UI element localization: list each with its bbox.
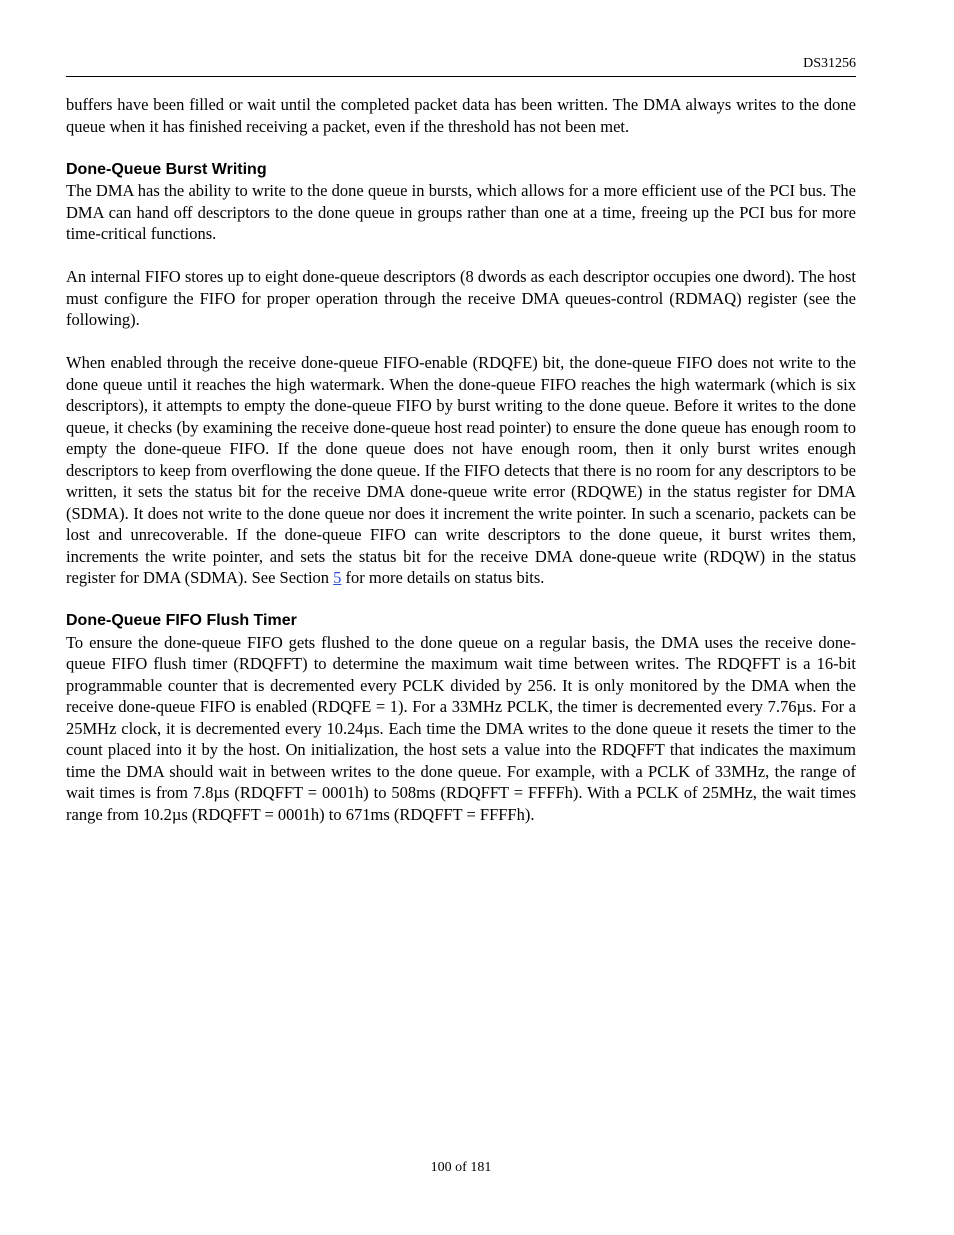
burst-paragraph-3-text: When enabled through the receive done-queue FIFO-enable (RDQFE) bit, the done-queue FIFO does not write to the done queue until it reaches the high watermark. When the done-queue FIFO reaches the high watermark (which is six descriptors), it attempts to empty the done-queue FIFO by burst writing to the done queue. Before it writes to the done queue, it checks (by examining the receive done-queue host read pointer) to ensure the done queue has enough room to empty the done-queue FIFO. If the done queue does not have enough room, then it only burst writes enough descriptors to keep from overflowing the done queue. If the FIFO detects that there is no room for any descriptors to be written, it sets the status bit for the receive DMA done-queue write error (RDQWE) in the status register for DMA (SDMA). It does not write to the done queue nor does it increment the write pointer. In such a scenario, packets can be lost and unrecoverable. If the done-queue FIFO can write descriptors to the done queue, it burst writes them, increments the write pointer, and sets the status bit for the receive DMA done-queue write (RDQW) in the status register for DMA (SDMA). See Section: [66, 353, 856, 587]
flush-paragraph-1: To ensure the done-queue FIFO gets flushed to the done queue on a regular basis, the DMA uses the receive done-queue FIFO flush timer (RDQFFT) to determine the maximum wait time between writes. The RDQFFT is a 16-bit programmable counter that is decremented every PCLK divided by 256. It is only monitored by the DMA when the receive done-queue FIFO is enabled (RDQFE = 1). For a 33MHz PCLK, the timer is decremented every 7.76µs. For a 25MHz clock, it is decremented every 10.24µs. Each time the DMA writes to the done queue it resets the timer to the count placed into it by the host. On initialization, the host sets a value into the RDQFFT that indicates the maximum time the DMA should wait in between writes to the done queue. For example, with a PCLK of 33MHz, the range of wait times is from 7.8µs (RDQFFT = 0001h) to 508ms (RDQFFT = FFFFh). With a PCLK of 25MHz, the wait times range from 10.2µs (RDQFFT = 0001h) to 671ms (RDQFFT = FFFFh).: [66, 632, 856, 824]
burst-paragraph-2: An internal FIFO stores up to eight done-queue descriptors (8 dwords as each descriptor occupies one dword). The host must configure the FIFO for proper operation through the receive DMA queues-control (RDMAQ) register (see the following).: [66, 267, 856, 329]
burst-paragraph-3: [66, 352, 856, 589]
section-heading-burst-writing: Done-Queue Burst Writing: [66, 160, 267, 178]
burst-paragraph-1: The DMA has the ability to write to the done queue in bursts, which allows for a more efficient use of the PCI bus. The DMA can hand off descriptors to the done queue in groups rather than one at a time, freeing up the PCI bus for more time-critical functions.: [66, 181, 856, 243]
document-id: DS31256: [803, 56, 856, 71]
intro-paragraph: buffers have been filled or wait until the completed packet data has been written. The DMA always writes to the done queue when it has finished receiving a packet, even if the threshold has not been met.: [66, 95, 856, 136]
section-heading-flush-timer: Done-Queue FIFO Flush Timer: [66, 612, 297, 629]
section-5-link[interactable]: 5: [333, 568, 342, 587]
page-body: [66, 94, 856, 847]
page-number: 100 of 181: [430, 1160, 492, 1175]
burst-paragraph-3-tail: for more details on status bits.: [341, 568, 545, 587]
header-divider: [66, 76, 856, 77]
